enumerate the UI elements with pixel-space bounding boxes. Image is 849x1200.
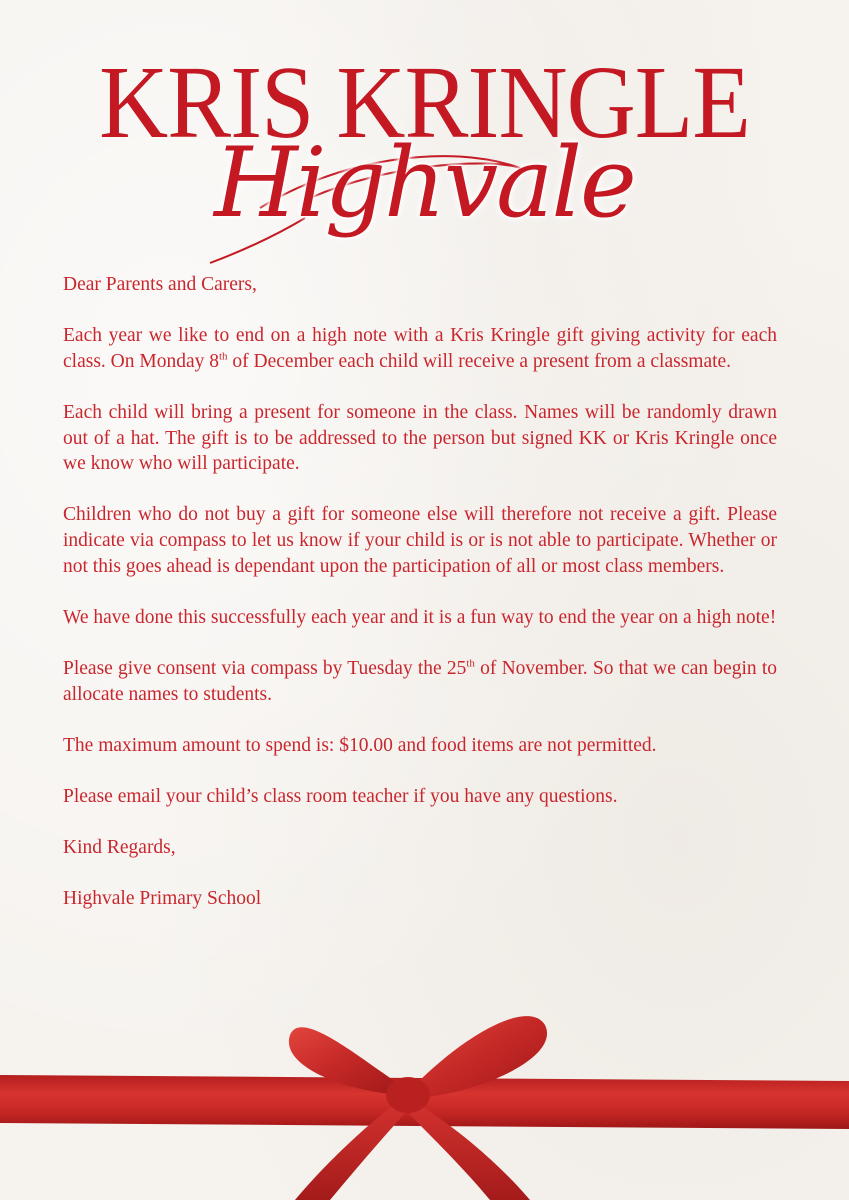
paragraph-questions: Please email your child’s class room teacher if you have any questions. bbox=[63, 785, 618, 807]
closing: Kind Regards, bbox=[63, 837, 176, 859]
paragraph-intro: Each year we like to end on a high note with a Kris Kringle gift giving activity for each class. On Monday 8th of December each child will receive a present from a classmate. bbox=[63, 325, 777, 372]
paragraph-consent: Please give consent via compass by Tuesday the 25th of November. So that we can begin to allocate names to students. bbox=[63, 657, 777, 705]
paragraph-spend-limit: The maximum amount to spend is: $10.00 and food items are not permitted. bbox=[63, 734, 657, 756]
paragraph-participation: Children who do not buy a gift for someone else will therefore not receive a gift. Please indicate via compass to let us know if your child is or is not able to participate. Whether or not this goes ahead is dependant upon the participation of all or most class members. bbox=[63, 504, 777, 577]
greeting: Dear Parents and Carers, bbox=[63, 274, 257, 295]
paragraph-success: We have done this successfully each year and it is a fun way to end the year on a high note! bbox=[63, 606, 777, 628]
paragraph-present: Each child will bring a present for someone in the class. Names will be randomly drawn out of a hat. The gift is to be addressed to the person but signed KK or Kris Kringle once we know who will participate. bbox=[63, 401, 777, 475]
kris-kringle-title: KRIS KRINGLE bbox=[99, 45, 750, 160]
highvale-script-title: Highvale bbox=[214, 127, 635, 239]
signature: Highvale Primary School bbox=[63, 888, 262, 910]
ribbon-bow-icon bbox=[200, 990, 660, 1200]
letter-body bbox=[63, 272, 777, 937]
